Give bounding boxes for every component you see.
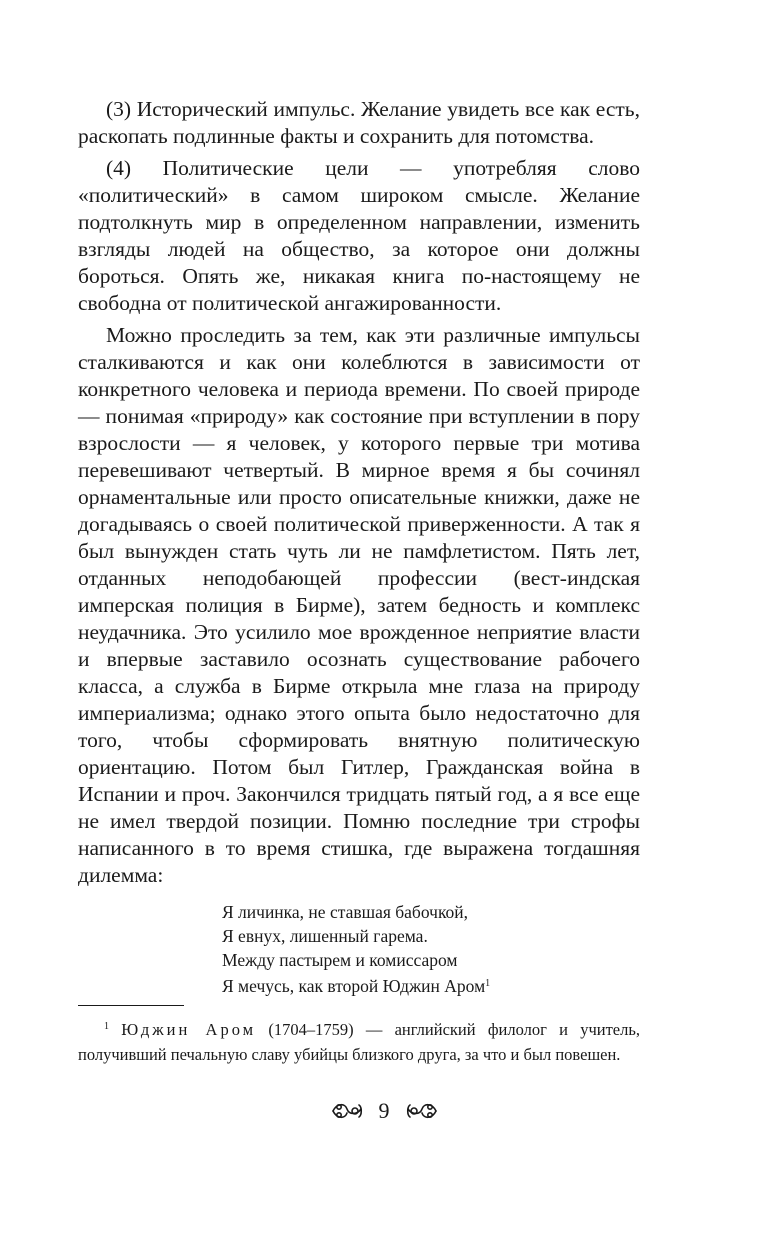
poem-line-text: Я мечусь, как второй Юджин Аром	[222, 976, 486, 996]
poem-line: Между пастырем и комиссаром	[222, 950, 458, 970]
paragraph-author-motives: Можно проследить за тем, как эти различные импульсы сталкиваются и как они колеблются в зависимости от конкретного человека и периода времени. По своей природе — понимая «природу» как состояние при вступлении в пору взрослости — я человек, у которого первые три мотива перевешивают четвертый. В мирное время я бы сочинял орнаментальные или просто описательные книжки, даже не догадываясь о своей политической приверженности. А так я был вынужден стать чуть ли не памфлетистом. Пять лет, отданных неподобающей профессии (вест-индская имперская полиция в Бирме), затем бедность и комплекс неудачника. Это усилило мое врожденное неприятие власти и впервые заставило осознать существование рабочего класса, а служба в Бирме открыла мне глаза на природу империализма; однако этого опыта было недостаточно для того, чтобы сформировать внятную политическую ориентацию. Потом был Гитлер, Гражданская война в Испании и проч. Закончился тридцать пятый год, а я все еще не имел твердой позиции. Помню последние три строфы написанного в то время стишка, где выражена тогдашняя дилемма:	[78, 323, 640, 887]
paragraph-historical-impulse: (3) Исторический импульс. Желание увидеть все как есть, раскопать подлинные факты и сохранить для потомства.	[78, 97, 640, 148]
floral-ornament-icon	[404, 1099, 440, 1123]
main-text	[78, 96, 640, 894]
floral-ornament-icon	[329, 1099, 365, 1123]
footnote-text: (1704–1759) — английский филолог и учитель, получивший печальную славу убийцы близкого друга, за что и был повешен.	[78, 1020, 641, 1064]
footnote-divider	[78, 1005, 184, 1006]
poem-line: Я евнух, лишенный гарема.	[222, 926, 428, 946]
page-footer	[0, 1098, 768, 1124]
footnote-name: Юджин Аром	[121, 1020, 257, 1039]
page-number: 9	[378, 1098, 390, 1123]
footnote-reference: 1	[485, 978, 491, 989]
poem-line-last	[222, 972, 490, 998]
footnote	[78, 1014, 640, 1067]
footnote-marker: 1	[104, 1021, 109, 1032]
poem-quote	[222, 900, 490, 998]
poem-line: Я личинка, не ставшая бабочкой,	[222, 902, 469, 922]
paragraph-political-purpose: (4) Политические цели — употребляя слово «политический» в самом широком смысле. Желание подтолкнуть мир в определенном направлении, изменить взгляды людей на общество, за которое они должны бороться. Опять же, никакая книга по-настоящему не свободна от политической ангажированности.	[78, 156, 640, 315]
